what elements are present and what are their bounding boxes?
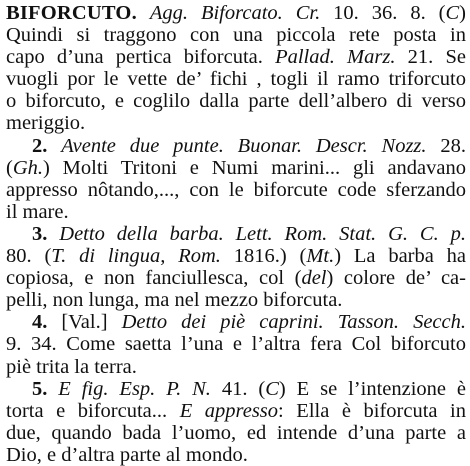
sense-5-line-2 bbox=[6, 400, 466, 422]
text-run: Gh. bbox=[12, 156, 44, 179]
text-run bbox=[47, 378, 58, 400]
text-run: Agg. Biforcato. Cr. bbox=[149, 2, 321, 24]
sense-4-line-1 bbox=[6, 311, 466, 333]
text-run: meriggio. bbox=[6, 112, 86, 135]
text-run: del bbox=[301, 267, 327, 290]
text-run: 5. bbox=[32, 377, 48, 400]
text-run: : Ella è biforcuta in bbox=[278, 399, 466, 422]
text-run: 10. 36. 8. ( bbox=[320, 2, 446, 24]
sense-3-line-2 bbox=[6, 245, 466, 267]
text-run: [Val.] bbox=[47, 311, 122, 334]
sense-2-line-1 bbox=[6, 135, 466, 157]
text-run: Dio, e d’altra parte al mondo. bbox=[6, 443, 248, 466]
text-run: ) La barba ha bbox=[334, 245, 466, 268]
text-run bbox=[47, 135, 61, 157]
text-run: 41. ( bbox=[210, 377, 266, 400]
text-run: ) colore de’ ca- bbox=[326, 267, 466, 290]
sense-3-line-3 bbox=[6, 267, 466, 289]
text-run: 9. 34. Come saetta l’una e l’altra fera Col biforcuto bbox=[6, 333, 466, 356]
text-run: 2. bbox=[32, 134, 48, 157]
entry-line-6 bbox=[6, 112, 466, 134]
text-run: 3. bbox=[32, 222, 48, 245]
sense-5-line-3 bbox=[6, 422, 466, 444]
sense-3-line-1 bbox=[6, 223, 466, 245]
text-run: pelli, non lunga, ma nel mezzo biforcuta. bbox=[6, 289, 343, 312]
entry-line-2 bbox=[6, 24, 466, 46]
sense-4-line-3 bbox=[6, 356, 466, 378]
text-run: vuogli por le vette de’ fichi , togli il ramo triforcuto bbox=[6, 68, 466, 91]
text-run: 1816.) ( bbox=[220, 245, 307, 268]
sense-5-line-4 bbox=[6, 444, 466, 466]
entry-line-3 bbox=[6, 46, 466, 68]
text-run: 4. bbox=[32, 311, 48, 334]
sense-2-line-2 bbox=[6, 157, 466, 179]
text-run: E appresso bbox=[179, 399, 279, 422]
text-run: ) bbox=[459, 2, 466, 24]
text-run: BIFORCUTO. bbox=[6, 2, 137, 24]
entry-line-5 bbox=[6, 90, 466, 112]
text-run: il mare. bbox=[6, 200, 69, 223]
sense-4-line-2 bbox=[6, 333, 466, 355]
sense-3-line-4 bbox=[6, 289, 466, 311]
text-run: ) E se l’intenzione è bbox=[278, 377, 466, 400]
text-run: piè trita la terra. bbox=[6, 355, 137, 378]
text-run: 28. bbox=[426, 134, 466, 157]
text-run: T. di lingua, Rom. bbox=[51, 245, 221, 268]
text-run: torta e biforcuta... bbox=[6, 399, 180, 422]
sense-2-line-3 bbox=[6, 179, 466, 201]
entry-line-4 bbox=[6, 68, 466, 90]
text-run: 80. ( bbox=[6, 245, 52, 268]
text-run: Avente due punte. Buonar. Descr. Nozz. bbox=[61, 134, 427, 157]
text-run: copiosa, e non fanciullesca, col ( bbox=[6, 267, 302, 290]
text-run: ( bbox=[6, 156, 13, 179]
text-run bbox=[137, 2, 150, 24]
text-run bbox=[47, 223, 59, 245]
text-run: Pallad. Marz. bbox=[275, 46, 396, 69]
text-run: o biforcuto, e coglilo dalla parte dell’albero di verso bbox=[6, 90, 466, 113]
text-run: Detto della barba. Lett. Rom. Stat. G. C. p. bbox=[59, 222, 466, 245]
text-run: Mt. bbox=[306, 245, 335, 268]
text-run: Detto dei piè caprini. Tasson. Secch. bbox=[121, 311, 466, 334]
text-run: C bbox=[265, 377, 279, 400]
text-run: 21. Se bbox=[395, 46, 466, 69]
sense-2-line-4 bbox=[6, 201, 466, 223]
text-run: C bbox=[445, 2, 460, 24]
text-run: appresso nôtando,..., con le biforcute code sferzando bbox=[6, 178, 466, 201]
text-run: capo d’una pertica biforcuta. bbox=[6, 46, 276, 69]
text-run: due, quando bada l’uomo, ed intende d’una parte a bbox=[6, 421, 466, 444]
sense-5-line-1 bbox=[6, 378, 466, 400]
text-run: E fig. Esp. P. N. bbox=[58, 377, 211, 400]
text-run: ) Molti Tritoni e Numi marini... gli andavano bbox=[43, 156, 466, 179]
text-run: Quindi si traggono con una piccola rete posta in bbox=[6, 24, 466, 47]
entry-line-1 bbox=[6, 2, 466, 24]
